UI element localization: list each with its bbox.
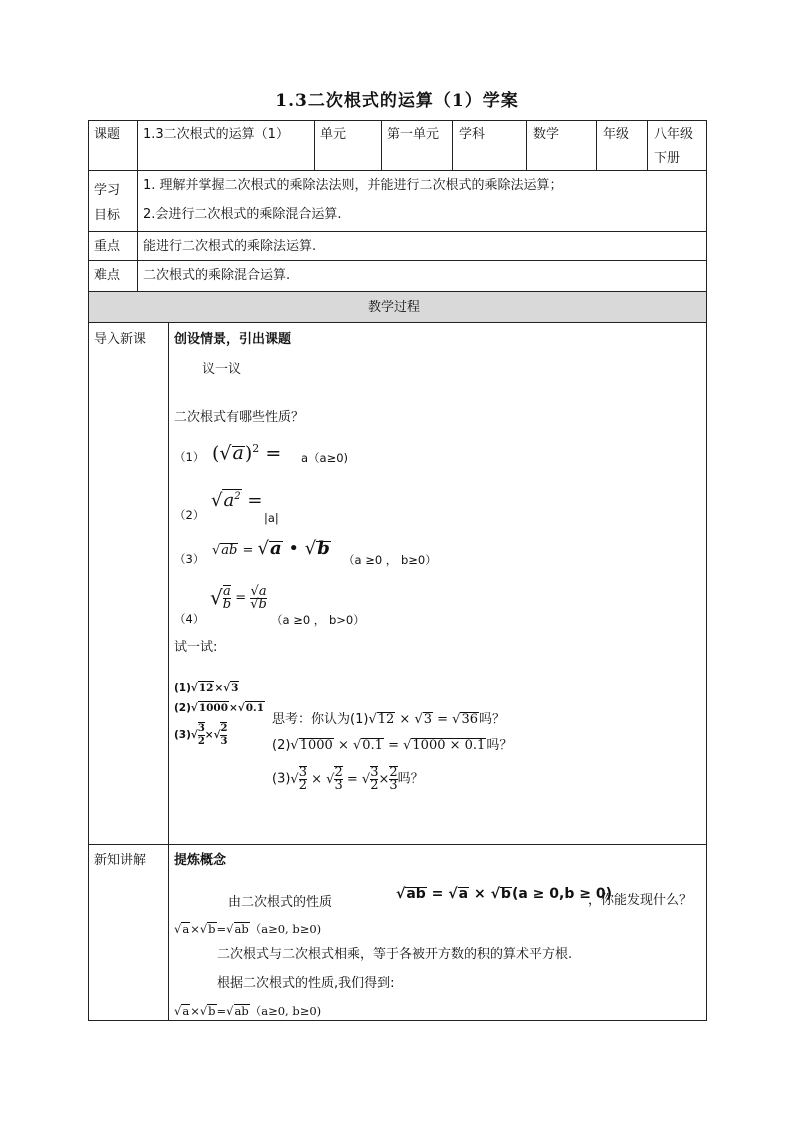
subject-value: 数学 <box>533 127 560 142</box>
intro-label: 导入新课 <box>94 332 147 347</box>
new-product-2-cond: （a≥0, b≥0) <box>249 1004 322 1018</box>
think-line-1 <box>272 712 505 728</box>
difficulty-label: 难点 <box>94 268 121 283</box>
think-3-expr: √ $\frac{3}{2}$ × √ $\frac{2}{3}$ = √ $\frac{3}{2}$ × $\frac{2}{3}$ <box>290 765 398 793</box>
property-1-num: （1） <box>174 450 205 464</box>
think-1-num: (1) <box>350 712 369 727</box>
think-line-2 <box>272 738 512 754</box>
property-2-num: （2） <box>174 508 205 522</box>
new-product-2-expr: √a×√b=√ab <box>174 1004 249 1018</box>
page-title: 1.3二次根式的运算（1）学案 <box>275 91 519 111</box>
intro-heading: 创设情景，引出课题 <box>174 332 292 347</box>
subject-label: 学科 <box>459 127 486 142</box>
exercise-2-expr: √1000×√0.1 <box>190 702 265 714</box>
new-derive: 根据二次根式的性质,我们得到: <box>217 976 395 991</box>
key-point-label: 重点 <box>94 239 121 254</box>
think-1-suffix: 吗？ <box>479 712 506 727</box>
unit-value: 第一单元 <box>387 127 440 142</box>
new-label: 新知讲解 <box>94 853 147 868</box>
new-product-1 <box>174 921 321 937</box>
grade-value-2: 下册 <box>654 151 681 166</box>
unit-label: 单元 <box>320 127 347 142</box>
think-3-num: (3) <box>272 771 291 787</box>
process-title: 教学过程 <box>368 300 421 315</box>
new-formula-expr: √ab = √a × √b <box>396 886 511 902</box>
think-2-num: (2) <box>272 738 291 753</box>
goal-item-2: 2.会进行二次根式的乘除混合运算. <box>143 207 342 222</box>
new-lead: 由二次根式的性质 <box>228 895 333 910</box>
exercise-2 <box>174 700 265 716</box>
property-3-condition: （a ≥0 ， b≥0） <box>343 553 437 567</box>
think-2-suffix: 吗？ <box>486 738 513 753</box>
property-4-formula: √ $\frac{a}{b}$ = $\frac{√a}{√b}$ <box>210 583 267 612</box>
think-prompt: 思考：你认为 <box>272 712 351 727</box>
property-3-num: （3） <box>174 552 205 566</box>
think-3-suffix: 吗？ <box>397 771 424 787</box>
new-product-1-expr: √a×√b=√ab <box>174 922 249 936</box>
new-rule: 二次根式与二次根式相乘，等于各被开方数的积的算术平方根. <box>217 947 573 962</box>
exercise-1 <box>174 680 239 696</box>
exercise-1-num: (1) <box>174 682 191 694</box>
course-value: 1.3二次根式的运算（1） <box>143 127 289 142</box>
new-product-1-cond: （a≥0, b≥0) <box>249 922 322 936</box>
exercise-1-expr: √12×√3 <box>190 682 239 694</box>
think-1-expr: √12 × √3 = √36 <box>368 712 479 727</box>
new-formula <box>396 886 612 902</box>
goals-label-2: 目标 <box>94 208 121 223</box>
think-line-3 <box>272 766 424 792</box>
difficulty-text: 二次根式的乘除混合运算. <box>143 268 291 283</box>
property-1-formula: $(√a)^2$ = <box>212 442 282 465</box>
course-label: 课题 <box>94 127 121 142</box>
goal-item-1: 1. 理解并掌握二次根式的乘除法法则，并能进行二次根式的乘除法运算； <box>143 178 563 193</box>
new-product-2 <box>174 1003 321 1019</box>
grade-value-1: 八年级 <box>654 127 694 142</box>
property-4-num: （4） <box>174 612 205 626</box>
exercise-2-num: (2) <box>174 702 191 714</box>
new-ask: ，你能发现什么？ <box>588 893 693 908</box>
property-3-formula: √ab = √a • √b <box>212 538 330 559</box>
new-formula-cond: (a ≥ 0,b ≥ 0) <box>511 886 612 902</box>
property-2-formula: $√a^2$ = <box>211 490 263 511</box>
think-2-expr: √1000 × √0.1 = √1000 × 0.1 <box>290 738 486 753</box>
new-heading: 提炼概念 <box>174 853 227 868</box>
try-label: 试一试: <box>174 640 218 655</box>
discuss-label: 议一议 <box>202 362 242 377</box>
properties-question: 二次根式有哪些性质？ <box>174 410 305 425</box>
property-2-result: |a| <box>264 511 279 525</box>
goals-label-1: 学习 <box>94 183 121 198</box>
exercise-3 <box>174 722 227 748</box>
property-4-condition: （a ≥0 ， b>0） <box>271 613 365 627</box>
exercise-3-expr: √ $\frac{3}{2}$ ×√ $\frac{2}{3}$ <box>190 723 228 747</box>
key-point-text: 能进行二次根式的乘除法运算. <box>143 239 317 254</box>
exercise-3-num: (3) <box>174 729 191 741</box>
grade-label: 年级 <box>603 127 630 142</box>
property-1-result: a（a≥0) <box>301 451 349 465</box>
